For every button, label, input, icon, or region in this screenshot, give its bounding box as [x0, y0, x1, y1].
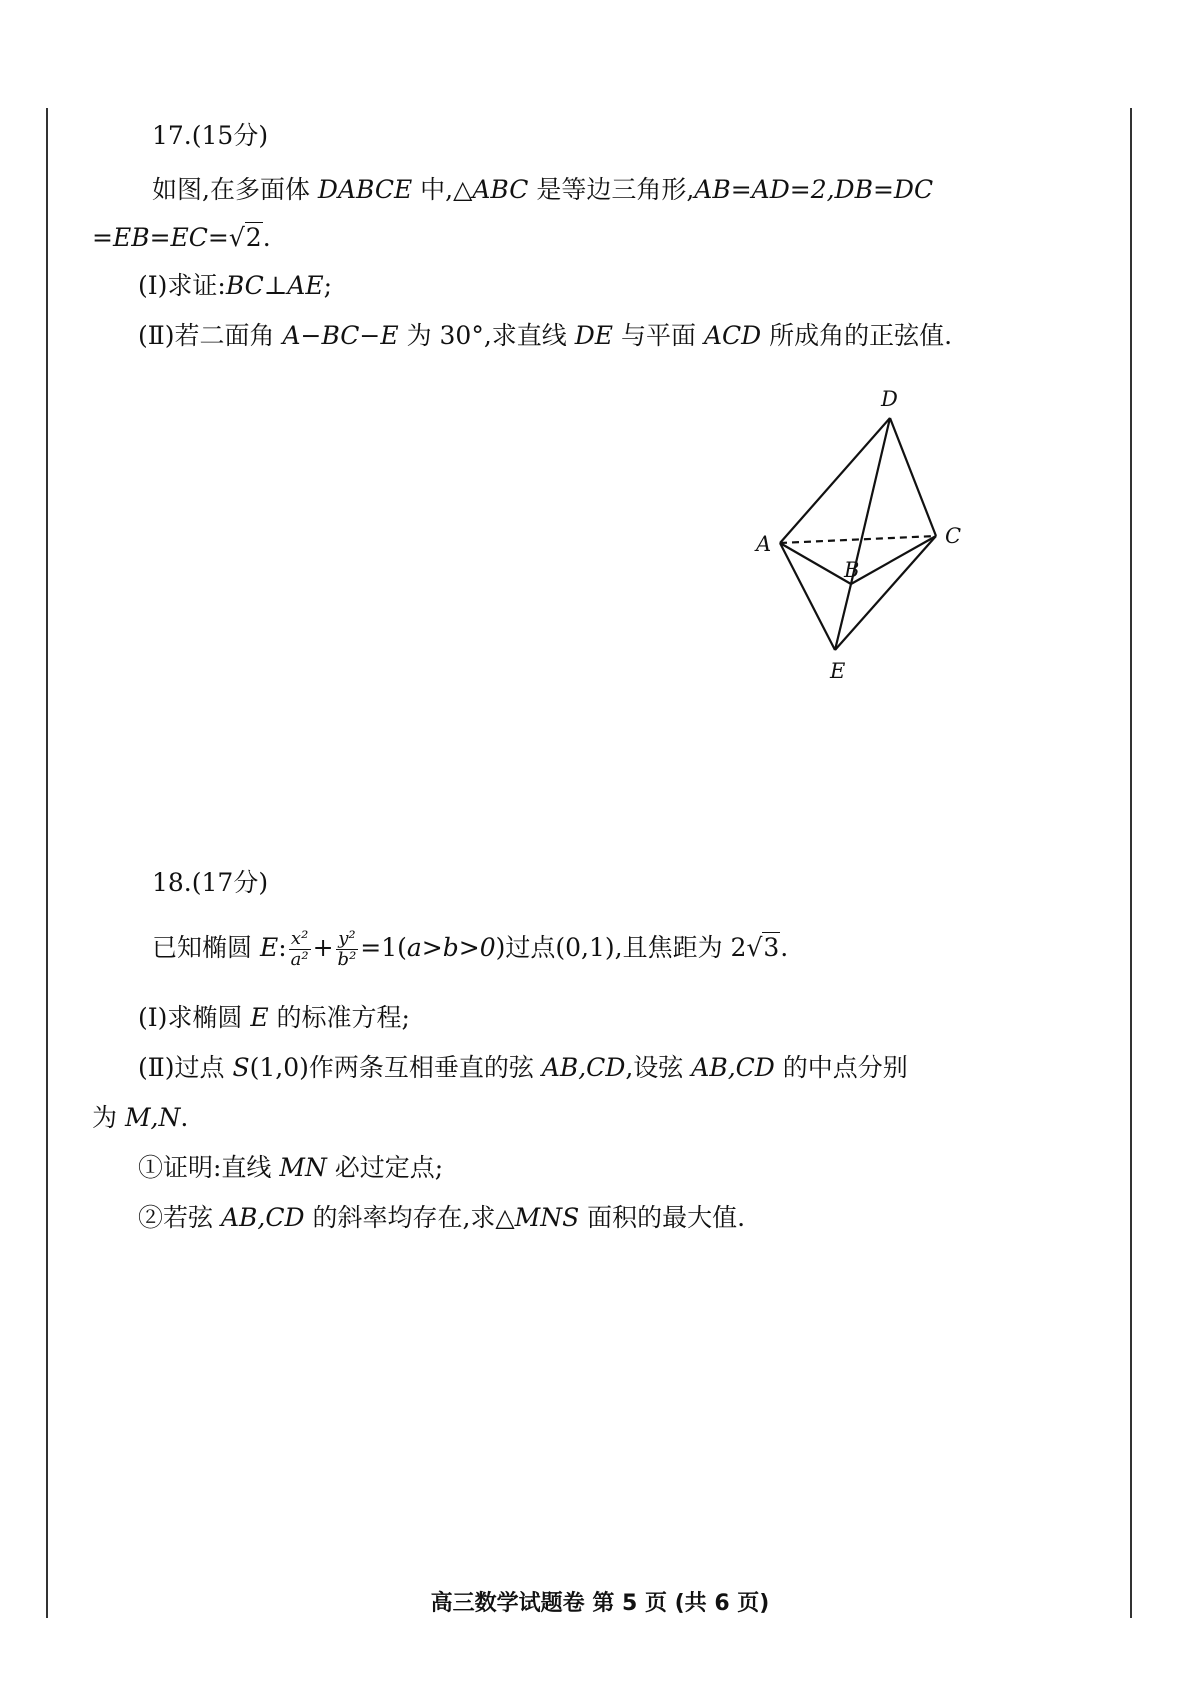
label-d: D — [881, 387, 898, 411]
q17-part2-angle: A−BC−E — [282, 321, 399, 350]
q18-part1-name: E — [250, 1003, 269, 1032]
edge-ac-hidden — [780, 536, 936, 543]
plus-sign: + — [312, 933, 334, 962]
edge-dc — [890, 418, 936, 536]
q18-root-value: 3 — [763, 933, 780, 962]
q18-part2-b: (1,0)作两条互相垂直的弦 — [249, 1053, 542, 1082]
sqrt-symbol: √2 — [228, 223, 262, 252]
q17-line2-end: . — [262, 223, 271, 252]
q18-sub1-a: ①证明:直线 — [138, 1153, 280, 1182]
frac1-denominator: a² — [290, 949, 309, 970]
fraction-x-over-a — [289, 929, 311, 970]
q18-part2-a: (Ⅱ)过点 — [138, 1053, 233, 1082]
q18-part1-end: 的标准方程; — [268, 1003, 410, 1032]
q18-part2-line2-a: 为 — [92, 1103, 125, 1132]
label-e: E — [830, 659, 846, 683]
q18-ellipse-name: E — [259, 933, 279, 962]
q18-part2-line2 — [92, 1100, 188, 1136]
edge-ad — [780, 418, 890, 543]
left-margin-rule — [46, 108, 48, 1618]
q18-line1-pre: 已知椭圆 — [152, 933, 260, 962]
frac2-denominator: b² — [337, 949, 357, 970]
q17-line1-equation: AB=AD=2,DB=DC — [694, 175, 934, 204]
right-margin-rule — [1130, 108, 1132, 1618]
sqrt-symbol: √3 — [746, 933, 780, 962]
q18-condition: a>b>0 — [406, 933, 496, 962]
q18-part2-line1 — [138, 1050, 908, 1086]
q17-part2-end: 所成角的正弦值. — [761, 321, 953, 350]
q17-triangle: ABC — [472, 175, 529, 204]
q18-point-s: S — [232, 1053, 250, 1082]
q17-part1-end: ; — [323, 271, 333, 300]
q17-part1 — [138, 268, 332, 304]
edge-bc — [851, 536, 936, 584]
q18-line1-end: . — [780, 933, 789, 962]
q17-polyhedron: DABCE — [317, 175, 413, 204]
polyhedron-figure — [740, 387, 1040, 730]
label-c: C — [945, 524, 962, 548]
q17-part2-line: DE — [574, 321, 614, 350]
q18-heading: 18.(17分) — [152, 868, 269, 897]
q18-chords-2: AB,CD — [691, 1053, 775, 1082]
q17-part2-mid: 为 30°,求直线 — [398, 321, 575, 350]
frac1-numerator: x² — [289, 929, 311, 950]
q17-part2-label: (Ⅱ)若二面角 — [138, 321, 283, 350]
q18-sub2-a: ②若弦 — [138, 1203, 221, 1232]
q17-part2 — [138, 318, 952, 354]
q18-part1 — [138, 1000, 410, 1036]
edge-ce — [835, 536, 936, 650]
q18-triangle-mns: MNS — [514, 1203, 580, 1232]
q17-part2-plane: ACD — [703, 321, 762, 350]
q18-colon: : — [278, 933, 287, 962]
q18-sub1 — [138, 1150, 443, 1186]
q18-sub1-c: 必过定点; — [326, 1153, 444, 1182]
q17-part1-math: BC⊥AE — [225, 271, 324, 300]
fraction-y-over-b — [336, 929, 359, 970]
q18-chords: AB,CD — [541, 1053, 626, 1082]
q18-part2-line2-c: . — [180, 1103, 189, 1132]
q17-line2-equation: =EB=EC= — [92, 223, 229, 252]
q18-line1-post: )过点(0,1),且焦距为 2 — [495, 933, 747, 962]
q18-midpoints: M,N — [124, 1103, 181, 1132]
q17-part1-label: (Ⅰ)求证: — [138, 271, 226, 300]
q18-sub2-e: 面积的最大值. — [579, 1203, 746, 1232]
q18-line1 — [152, 920, 788, 976]
q18-sub2 — [138, 1200, 745, 1236]
q17-root-value: 2 — [245, 223, 262, 252]
page-footer: 高三数学试题卷 第 5 页 (共 6 页) — [430, 1591, 770, 1616]
q17-line1 — [152, 172, 933, 208]
q17-line1-post: 是等边三角形, — [528, 175, 695, 204]
label-b: B — [844, 558, 860, 582]
frac2-numerator: y² — [336, 929, 359, 950]
q18-sub2-chords: AB,CD — [220, 1203, 305, 1232]
q17-part2-mid2: 与平面 — [613, 321, 704, 350]
q18-line1-eq: =1( — [360, 933, 407, 962]
q18-part2-f: 的中点分别 — [774, 1053, 908, 1082]
q17-heading: 17.(15分) — [152, 121, 269, 150]
q17-line1-mid: 中,△ — [412, 175, 473, 204]
q18-part2-d: ,设弦 — [625, 1053, 692, 1082]
label-a: A — [756, 532, 772, 556]
q17-line1-pre: 如图,在多面体 — [152, 175, 318, 204]
q18-sub2-c: 的斜率均存在,求△ — [304, 1203, 515, 1232]
q18-part1-label: (Ⅰ)求椭圆 — [138, 1003, 251, 1032]
q17-line2 — [92, 220, 271, 256]
q18-line-mn: MN — [279, 1153, 327, 1182]
